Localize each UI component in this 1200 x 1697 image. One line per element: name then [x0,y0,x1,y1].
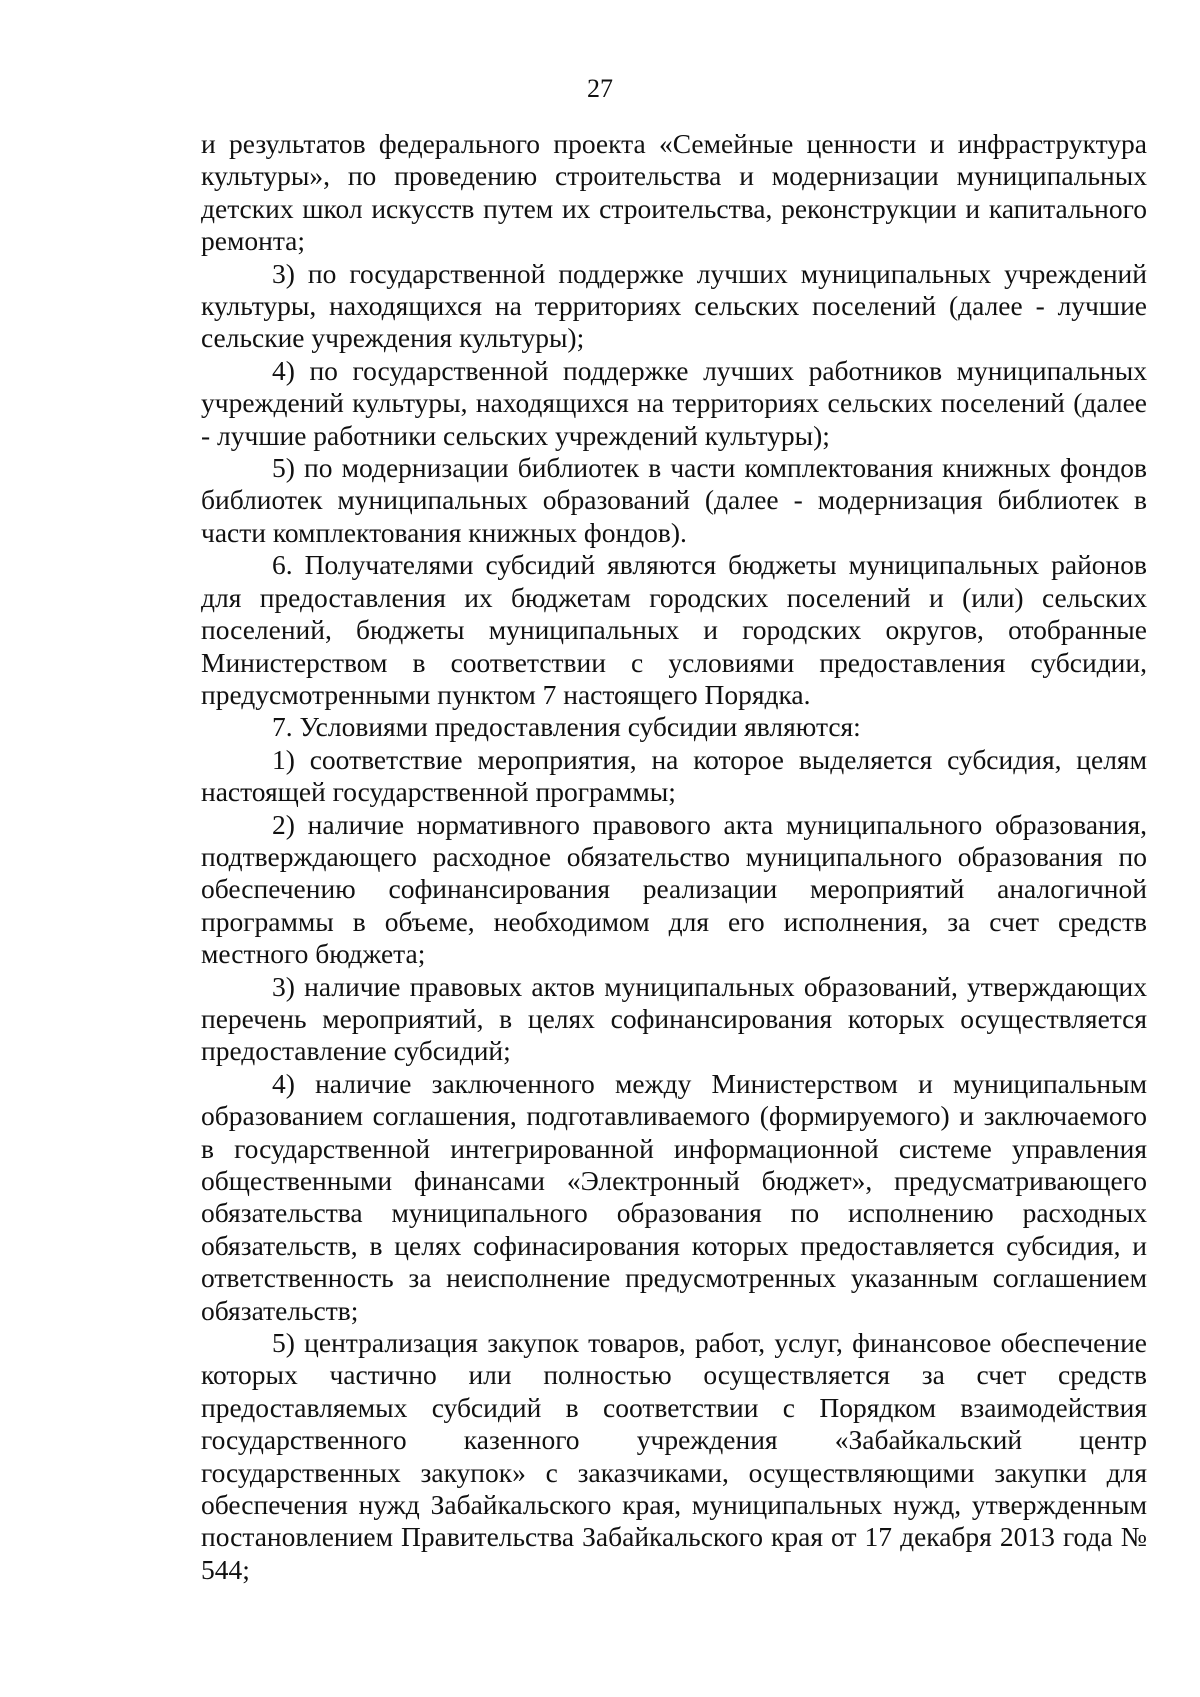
document-body [201,128,1147,1586]
paragraph: 7. Условиями предоставления субсидии являются: [272,711,861,743]
paragraph: и результатов федерального проекта «Семейные ценности и инфраструктура культуры», по проведению строительства и модернизации муниципальных детских школ искусств путем их строительства, реконструкции и капитального ремонта; [201,128,1147,257]
paragraph: 2) наличие нормативного правового акта муниципального образования, подтверждающего расходное обязательство муниципального образования по обеспечению софинансирования реализации мероприятий аналогичной программы в объеме, необходимом для его исполнения, за счет средств местного бюджета; [201,808,1147,970]
paragraph: 4) наличие заключенного между Министерством и муниципальным образованием соглашения, подготавливаемого (формируемого) и заключаемого в государственной интегрированной информационной системе управления общественными финансами «Электронный бюджет», предусматривающего обязательства муниципального образования по исполнению расходных обязательств, в целях софинасирования которых предоставляется субсидия, и ответственность за неисполнение предусмотренных указанным соглашением обязательств; [201,1067,1147,1326]
paragraph: 5) по модернизации библиотек в части комплектования книжных фондов библиотек муниципальных образований (далее - модернизация библиотек в части комплектования книжных фондов). [201,452,1147,548]
paragraph: 1) соответствие мероприятия, на которое выделяется субсидия, целям настоящей государственной программы; [201,743,1147,808]
paragraph: 3) наличие правовых актов муниципальных образований, утверждающих перечень мероприятий, в целях софинансирования которых осуществляется предоставление субсидий; [201,970,1147,1067]
paragraph: 5) централизация закупок товаров, работ, услуг, финансовое обеспечение которых частично или полностью осуществляется за счет средств предоставляемых субсидий в соответствии с Порядком взаимодействия государственного казенного учреждения «Забайкальский центр государственных закупок» с заказчиками, осуществляющими закупки для обеспечения нужд Забайкальского края, муниципальных нужд, утвержденным постановлением Правительства Забайкальского края от 17 декабря 2013 года № 544; [201,1327,1147,1585]
paragraph: 3) по государственной поддержке лучших муниципальных учреждений культуры, находящихся на территориях сельских поселений (далее - лучшие сельские учреждения культуры); [201,257,1147,354]
paragraph: 6. Получателями субсидий являются бюджеты муниципальных районов для предоставления их бюджетам городских поселений и (или) сельских поселений, бюджеты муниципальных и городских округов, отобранные Министерством в соответствии с условиями предоставления субсидии, предусмотренными пунктом 7 настоящего Порядка. [201,549,1147,710]
paragraph: 4) по государственной поддержке лучших работников муниципальных учреждений культуры, находящихся на территориях сельских поселений (далее - лучшие работники сельских учреждений культуры); [201,354,1147,451]
page-number: 27 [587,74,613,103]
